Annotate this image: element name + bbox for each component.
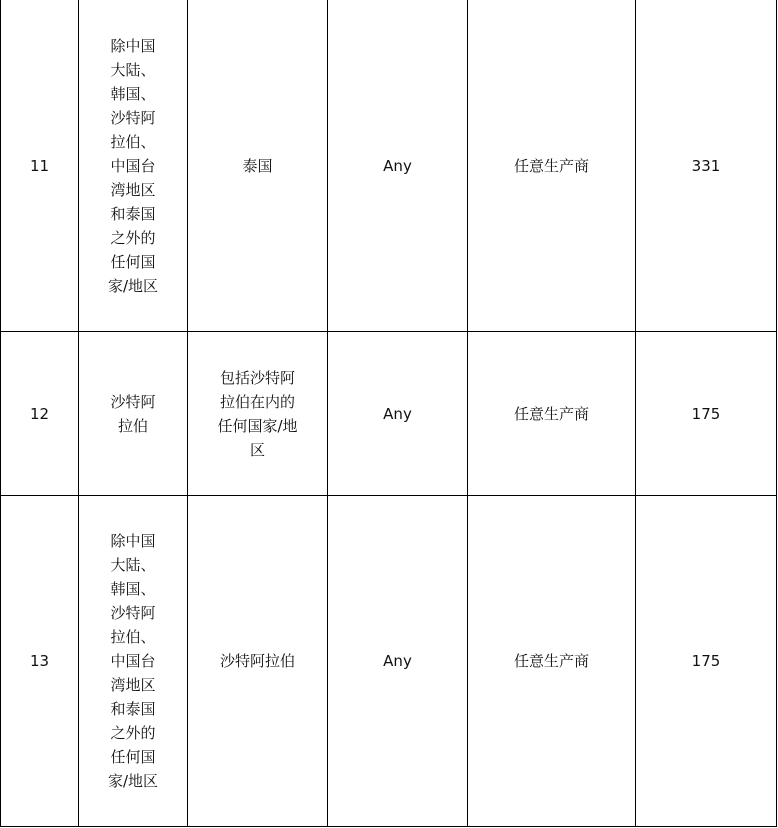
origin-cell: 除中国 大陆、 韩国、 沙特阿 拉伯、 中国台 湾地区 和泰国 之外的 任何国 家/地区 [79,0,188,332]
origin-cell: 沙特阿 拉伯 [79,332,188,496]
model-cell: Any [328,0,468,332]
origin-cell: 除中国 大陆、 韩国、 沙特阿 拉伯、 中国台 湾地区 和泰国 之外的 任何国 家/地区 [79,496,188,827]
table-row [1,496,777,827]
row-number-cell: 12 [1,332,79,496]
destination-cell: 泰国 [188,0,328,332]
manufacturer-cell: 任意生产商 [468,0,636,332]
amount-cell: 175 [636,332,777,496]
model-cell: Any [328,332,468,496]
table-row [1,332,777,496]
model-cell: Any [328,496,468,827]
row-number-cell: 11 [1,0,79,332]
amount-cell: 331 [636,0,777,332]
destination-cell: 沙特阿拉伯 [188,496,328,827]
manufacturer-cell: 任意生产商 [468,496,636,827]
amount-cell: 175 [636,496,777,827]
row-number-cell: 13 [1,496,79,827]
table-row [1,0,777,332]
destination-cell: 包括沙特阿 拉伯在内的 任何国家/地 区 [188,332,328,496]
manufacturer-cell: 任意生产商 [468,332,636,496]
